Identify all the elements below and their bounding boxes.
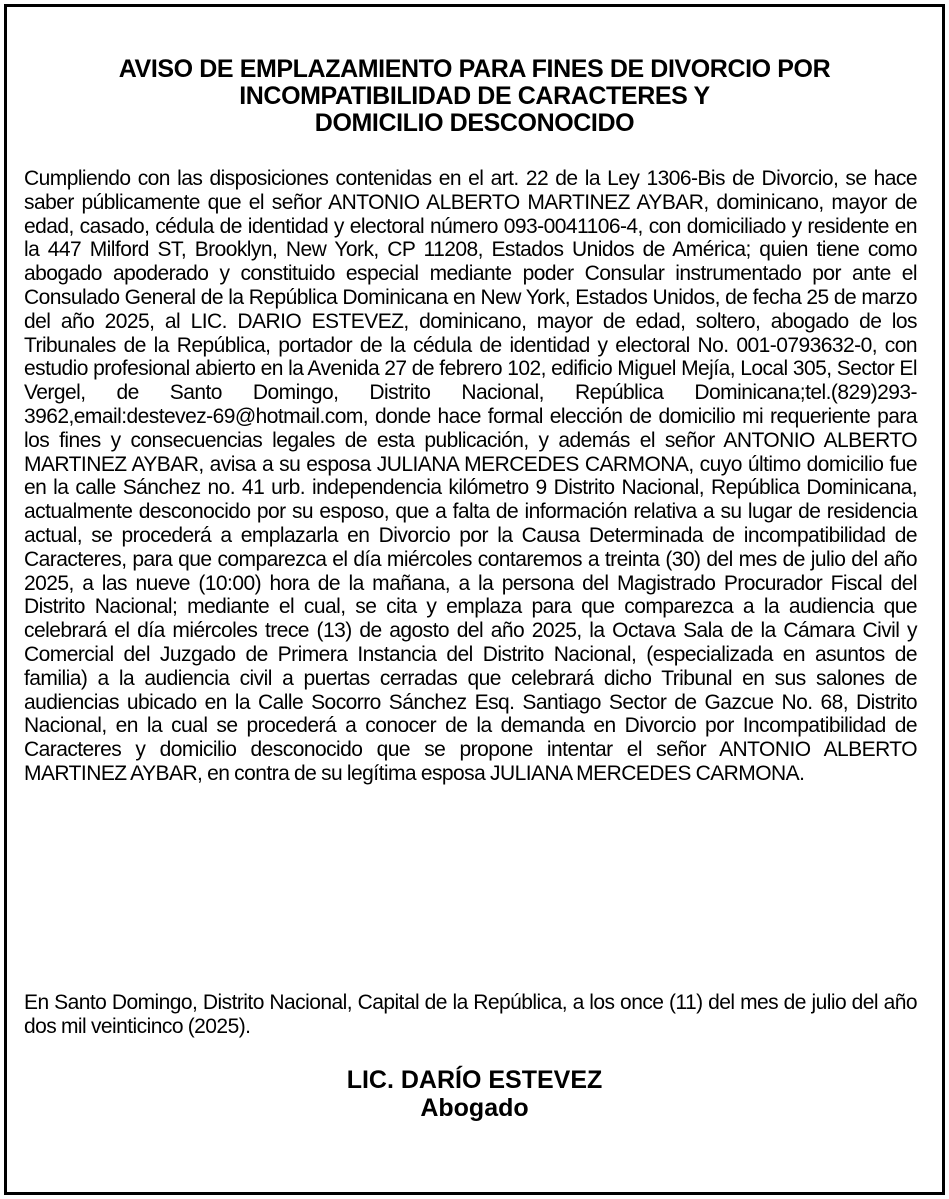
notice-body: Cumpliendo con las disposiciones contenidas en el art. 22 de la Ley 1306-Bis de Divorcio, se hace saber públicamente que el señor ANTONIO ALBERTO MARTINEZ AYBAR, dominicano, mayor de edad, casado, cédula de identidad y electoral número 093-0041106-4, con domiciliado y residente en la 447 Milford ST, Brooklyn, New York, CP 11208, Estados Unidos de América; quien tiene como abogado apoderado y constituido especial mediante poder Consular instrumentado por ante el Consulado General de la República Dominicana en New York, Estados Unidos, de fecha 25 de marzo del año 2025, al LIC. DARIO ESTEVEZ, dominicano, mayor de edad, soltero, abogado de los Tribunales de la República, portador de la cédula de identidad y electoral No. 001-0793632-0, con estudio profesional abierto en la Avenida 27 de febrero 102, edificio Miguel Mejía, Local 305, Sector El Vergel, de Santo Domingo, Distrito Nacional, República Dominicana;tel.(829)293-3962,email:destevez-69@hotmail.com, donde hace formal elección de domicilio mi requeriente para los fines y consecuencias legales de esta publicación, y además el señor ANTONIO ALBERTO MARTINEZ AYBAR, avisa a su esposa JULIANA MERCEDES CARMONA, cuyo último domicilio fue en la calle Sánchez no. 41 urb. independencia kilómetro 9 Distrito Nacional, República Dominicana, actualmente desconocido por su esposo, que a falta de información relativa a su lugar de residencia actual, se procederá a emplazarla en Divorcio por la Causa Determinada de incompatibilidad de Caracteres, para que comparezca el día miércoles contaremos a treinta (30) del mes de julio del año 2025, a las nueve (10:00) hora de la mañana, a la persona del Magistrado Procurador Fiscal del Distrito Nacional; mediante el cual, se cita y emplaza para que comparezca a la audiencia que celebrará el día miércoles trece (13) de agosto del año 2025, la Octava Sala de la Cámara Civil y Comercial del Juzgado de Primera Instancia del Distrito Nacional, (especializada en asuntos de familia) a la audiencia civil a puertas cerradas que celebrará dicho Tribunal en sus salones de audiencias ubicado en la Calle Socorro Sánchez Esq. Santiago Sector de Gazcue No. 68, Distrito Nacional, en la cual se procederá a conocer de la demanda en Divorcio por Incompatibilidad de Caracteres y domicilio desconocido que se propone intentar el señor ANTONIO ALBERTO MARTINEZ AYBAR, en contra de su legítima esposa JULIANA MERCEDES CARMONA. [24, 167, 917, 785]
notice-title [20, 56, 929, 137]
notice-closing: En Santo Domingo, Distrito Nacional, Capital de la República, a los once (11) del mes de julio del año dos mil veinticinco (2025). [24, 991, 917, 1038]
title-line-1: AVISO DE EMPLAZAMIENTO PARA FINES DE DIVORCIO POR [118, 55, 831, 83]
signature-title: Abogado [420, 1094, 529, 1122]
signature-name: LIC. DARÍO ESTEVEZ [346, 1066, 603, 1094]
signature-block [20, 1066, 929, 1122]
title-line-3: DOMICILIO DESCONOCIDO [314, 109, 635, 137]
title-line-2: INCOMPATIBILIDAD DE CARACTERES Y [239, 82, 710, 110]
